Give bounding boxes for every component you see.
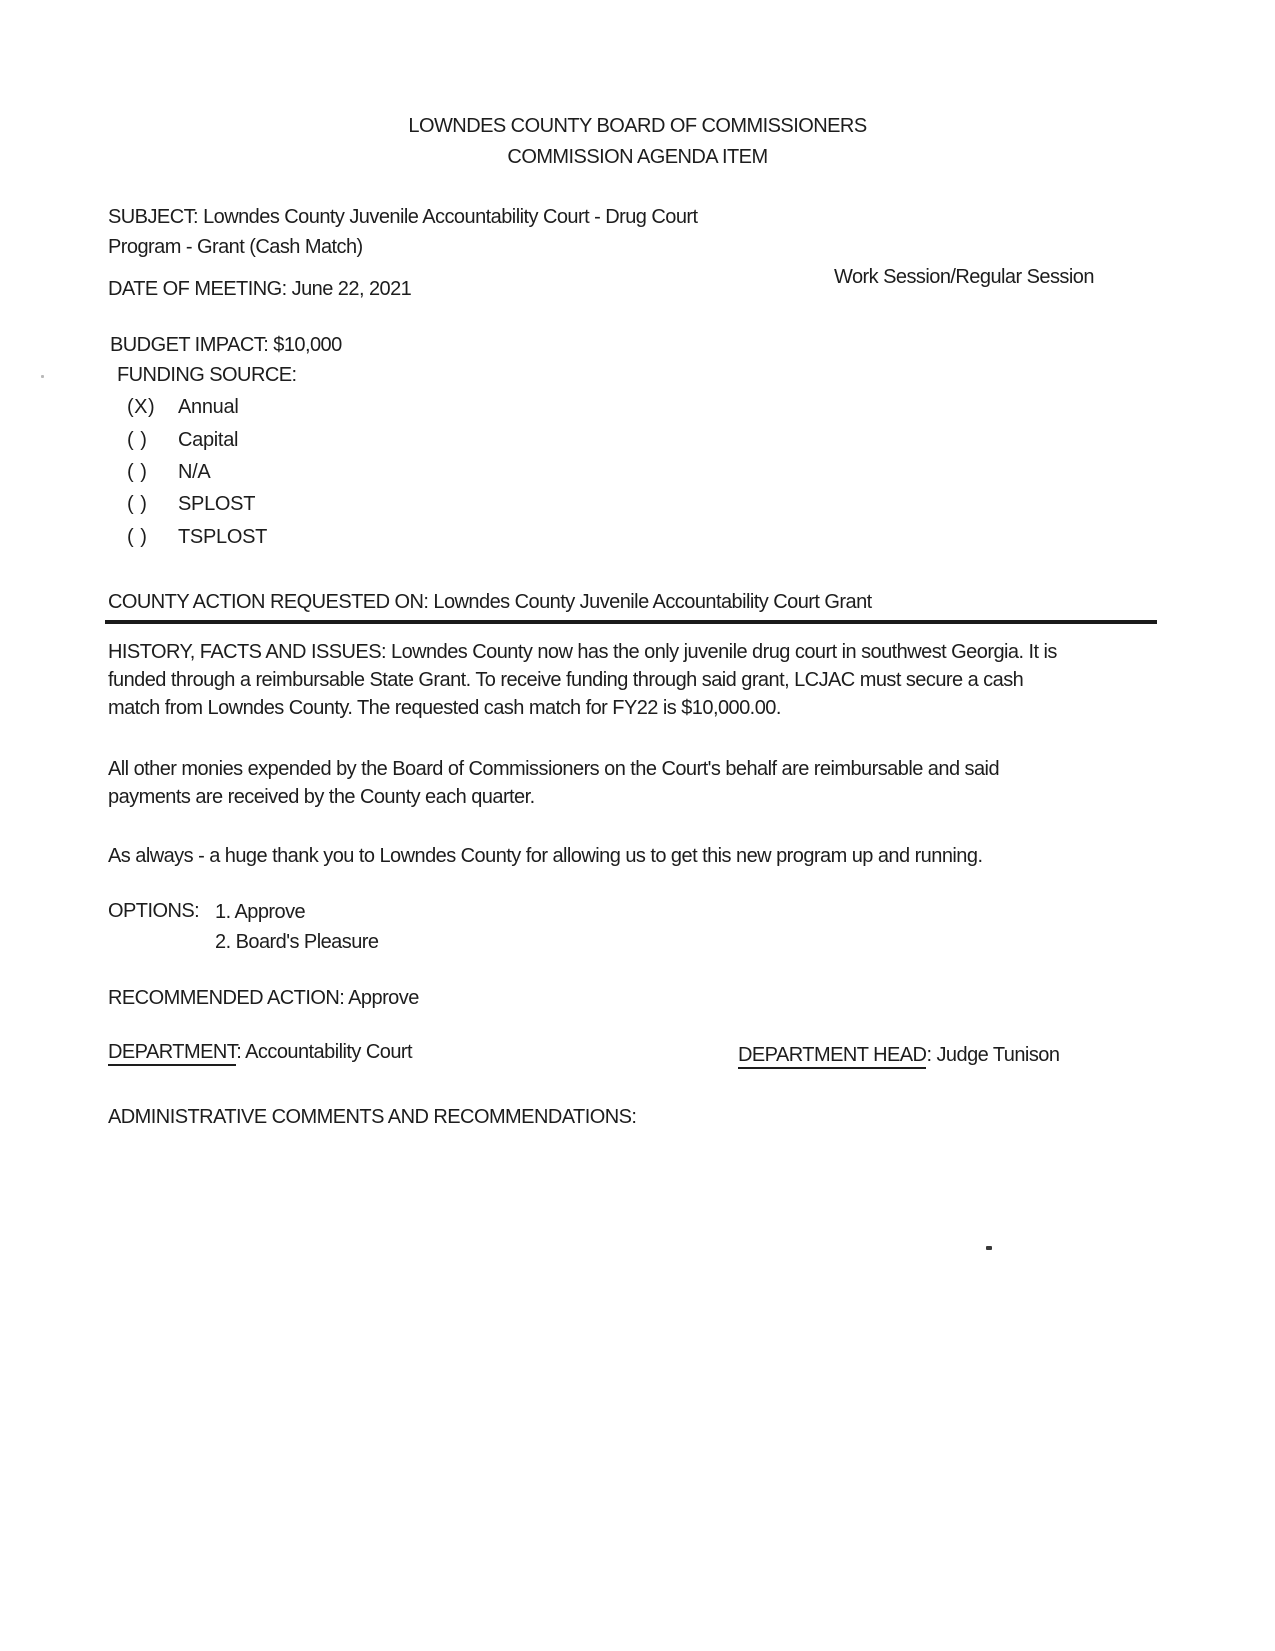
department-head-value: : Judge Tunison (926, 1044, 1060, 1066)
checkbox-mark-tsplost: ( ) (127, 526, 148, 548)
option-item-2: 2. Board's Pleasure (215, 931, 379, 953)
department-head-field (738, 1041, 1059, 1069)
paragraph-line: funded through a reimbursable State Grant. To receive funding through said grant, LCJAC must secure a cash (108, 669, 1024, 691)
funding-option-capital (127, 429, 238, 452)
session-type: Work Session/Regular Session (834, 266, 1094, 288)
option-item-1: 1. Approve (215, 901, 306, 923)
department-value: : Accountability Court (236, 1041, 413, 1063)
funding-option-label: TSPLOST (178, 526, 268, 548)
paragraph-line: All other monies expended by the Board of Commissioners on the Court's behalf are reimbursable and said (108, 758, 1000, 780)
paragraph-line: match from Lowndes County. The requested cash match for FY22 is $10,000.00. (108, 697, 781, 719)
funding-option-label: N/A (178, 461, 211, 483)
department-field (108, 1038, 412, 1066)
paragraph-line: As always - a huge thank you to Lowndes County for allowing us to get this new program up and running. (108, 845, 983, 867)
funding-option-annual (127, 396, 238, 419)
checkbox-mark-na: ( ) (127, 461, 148, 483)
thank-you-paragraph (108, 842, 982, 870)
scan-artifact-dot (986, 1246, 992, 1250)
subject-line1: SUBJECT: Lowndes County Juvenile Accountability Court - Drug Court (108, 206, 698, 228)
history-paragraph (108, 638, 1057, 722)
options-label: OPTIONS: (108, 900, 200, 922)
funding-option-tsplost (127, 526, 267, 549)
paragraph-line: HISTORY, FACTS AND ISSUES: Lowndes County now has the only juvenile drug court in southwest Georgia. It is (108, 641, 1057, 663)
subject-line2: Program - Grant (Cash Match) (108, 236, 363, 258)
funding-option-splost (127, 493, 255, 516)
department-label: DEPARTMENT (108, 1041, 236, 1066)
funding-option-label: Annual (178, 396, 239, 418)
recommended-action: RECOMMENDED ACTION: Approve (108, 987, 419, 1009)
paragraph-line: payments are received by the County each quarter. (108, 786, 535, 808)
admin-comments-heading: ADMINISTRATIVE COMMENTS AND RECOMMENDATIONS: (108, 1106, 637, 1128)
options-list (215, 897, 378, 957)
funding-option-label: Capital (178, 429, 239, 451)
scan-artifact-speck (41, 375, 44, 378)
checkbox-mark-splost: ( ) (127, 493, 148, 515)
funding-source-label: FUNDING SOURCE: (117, 364, 297, 386)
budget-impact: BUDGET IMPACT: $10,000 (110, 334, 342, 356)
document-title-line1: LOWNDES COUNTY BOARD OF COMMISSIONERS (408, 115, 867, 137)
document-title-line2: COMMISSION AGENDA ITEM (507, 146, 768, 168)
funding-option-na (127, 461, 210, 484)
section-divider-rule (105, 620, 1157, 624)
checkbox-mark-annual: (X) (127, 396, 156, 418)
funding-option-label: SPLOST (178, 493, 256, 515)
county-action-heading: COUNTY ACTION REQUESTED ON: Lowndes County Juvenile Accountability Court Grant (108, 591, 872, 613)
department-head-label: DEPARTMENT HEAD (738, 1044, 926, 1069)
reimbursement-paragraph (108, 755, 999, 811)
date-of-meeting: DATE OF MEETING: June 22, 2021 (108, 278, 412, 300)
checkbox-mark-capital: ( ) (127, 429, 148, 451)
